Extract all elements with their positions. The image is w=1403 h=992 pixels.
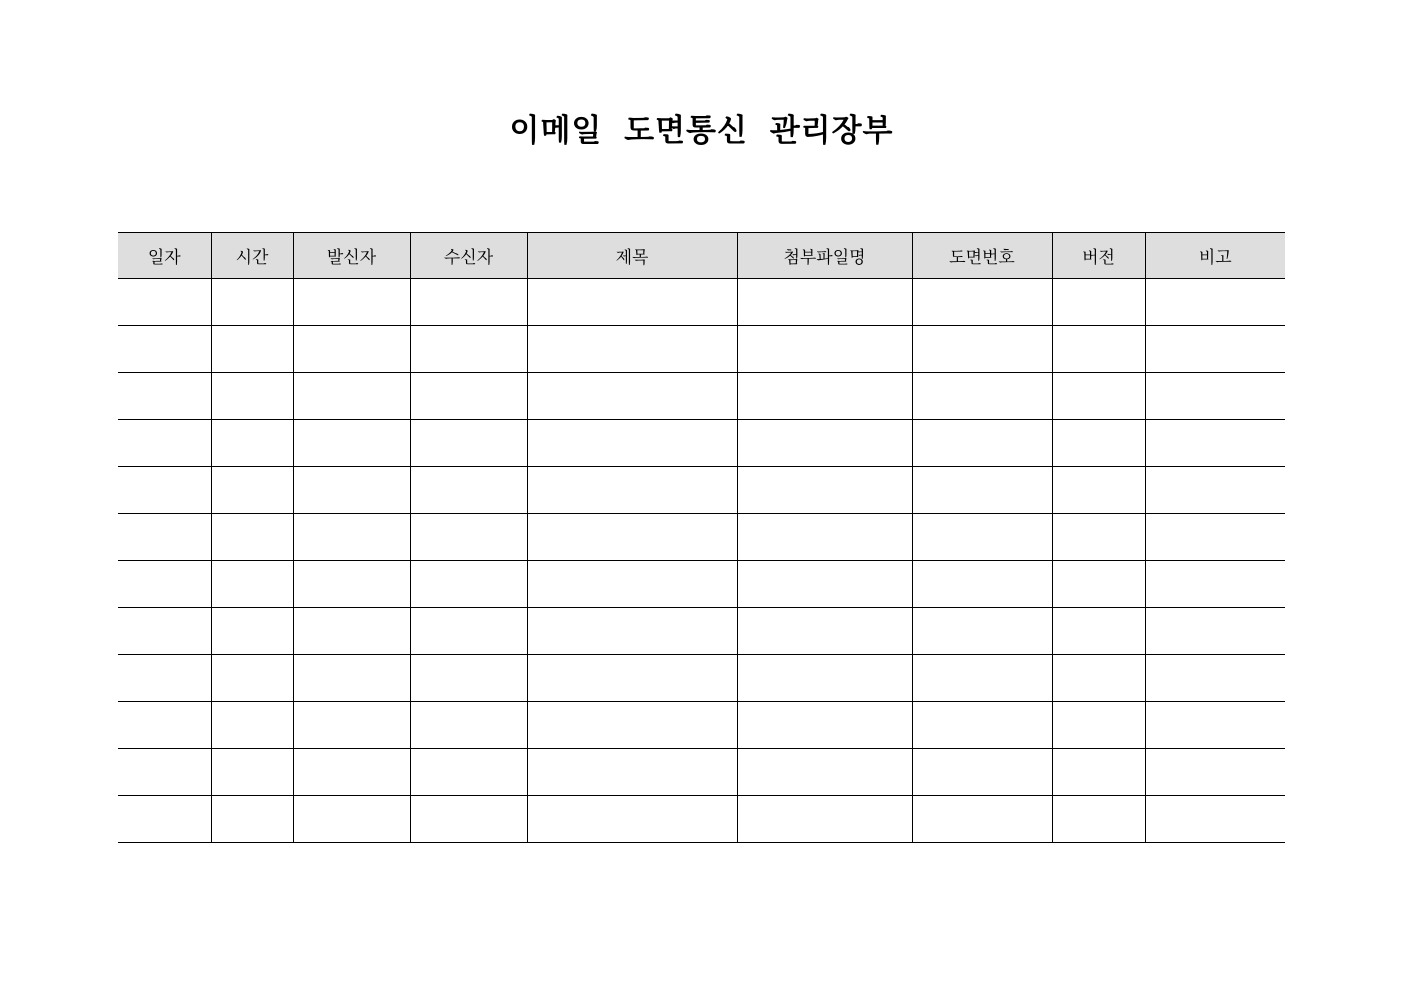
cell-sender[interactable] [293, 279, 410, 326]
cell-drawing-number[interactable] [912, 655, 1052, 702]
cell-attachment-name[interactable] [737, 749, 912, 796]
cell-recipient[interactable] [410, 702, 527, 749]
table-row [118, 514, 1285, 561]
cell-remarks[interactable] [1145, 373, 1285, 420]
cell-recipient[interactable] [410, 420, 527, 467]
table-row [118, 749, 1285, 796]
cell-recipient[interactable] [410, 467, 527, 514]
cell-version[interactable] [1052, 561, 1145, 608]
header-row [118, 233, 1285, 279]
cell-time[interactable] [211, 608, 293, 655]
cell-attachment-name[interactable] [737, 373, 912, 420]
cell-sender[interactable] [293, 796, 410, 843]
cell-remarks[interactable] [1145, 514, 1285, 561]
cell-recipient[interactable] [410, 749, 527, 796]
cell-drawing-number[interactable] [912, 749, 1052, 796]
cell-drawing-number[interactable] [912, 467, 1052, 514]
cell-recipient[interactable] [410, 514, 527, 561]
cell-remarks[interactable] [1145, 655, 1285, 702]
table-row [118, 467, 1285, 514]
table-row [118, 326, 1285, 373]
cell-time[interactable] [211, 655, 293, 702]
column-header-attachment-name: 첨부파일명 [737, 233, 912, 279]
column-header-sender: 발신자 [293, 233, 410, 279]
cell-version[interactable] [1052, 467, 1145, 514]
cell-remarks[interactable] [1145, 608, 1285, 655]
cell-drawing-number[interactable] [912, 796, 1052, 843]
cell-sender[interactable] [293, 561, 410, 608]
ledger-body [118, 279, 1285, 843]
cell-attachment-name[interactable] [737, 467, 912, 514]
cell-remarks[interactable] [1145, 561, 1285, 608]
cell-version[interactable] [1052, 655, 1145, 702]
column-header-version: 버전 [1052, 233, 1145, 279]
cell-version[interactable] [1052, 326, 1145, 373]
cell-remarks[interactable] [1145, 749, 1285, 796]
column-header-time: 시간 [211, 233, 293, 279]
cell-attachment-name[interactable] [737, 608, 912, 655]
table-row [118, 608, 1285, 655]
cell-drawing-number[interactable] [912, 279, 1052, 326]
cell-subject[interactable] [527, 326, 737, 373]
table-row [118, 420, 1285, 467]
cell-sender[interactable] [293, 608, 410, 655]
cell-drawing-number[interactable] [912, 326, 1052, 373]
cell-recipient[interactable] [410, 279, 527, 326]
cell-date[interactable] [118, 561, 211, 608]
cell-version[interactable] [1052, 796, 1145, 843]
table-row [118, 561, 1285, 608]
cell-attachment-name[interactable] [737, 561, 912, 608]
cell-remarks[interactable] [1145, 420, 1285, 467]
cell-drawing-number[interactable] [912, 514, 1052, 561]
cell-sender[interactable] [293, 702, 410, 749]
cell-sender[interactable] [293, 749, 410, 796]
cell-date[interactable] [118, 749, 211, 796]
table-row [118, 373, 1285, 420]
column-header-remarks: 비고 [1145, 233, 1285, 279]
cell-subject[interactable] [527, 561, 737, 608]
cell-subject[interactable] [527, 467, 737, 514]
cell-sender[interactable] [293, 514, 410, 561]
ledger-table [118, 232, 1285, 843]
cell-subject[interactable] [527, 279, 737, 326]
cell-time[interactable] [211, 749, 293, 796]
cell-subject[interactable] [527, 749, 737, 796]
cell-subject[interactable] [527, 420, 737, 467]
table-row [118, 796, 1285, 843]
cell-recipient[interactable] [410, 373, 527, 420]
cell-version[interactable] [1052, 279, 1145, 326]
cell-time[interactable] [211, 373, 293, 420]
cell-remarks[interactable] [1145, 326, 1285, 373]
cell-date[interactable] [118, 279, 211, 326]
cell-time[interactable] [211, 514, 293, 561]
cell-time[interactable] [211, 561, 293, 608]
cell-date[interactable] [118, 608, 211, 655]
cell-sender[interactable] [293, 373, 410, 420]
cell-subject[interactable] [527, 608, 737, 655]
cell-remarks[interactable] [1145, 467, 1285, 514]
page-title: 이메일 도면통신 관리장부 [509, 113, 894, 149]
cell-drawing-number[interactable] [912, 608, 1052, 655]
cell-drawing-number[interactable] [912, 702, 1052, 749]
cell-time[interactable] [211, 420, 293, 467]
cell-time[interactable] [211, 796, 293, 843]
cell-attachment-name[interactable] [737, 702, 912, 749]
column-header-subject: 제목 [527, 233, 737, 279]
cell-subject[interactable] [527, 655, 737, 702]
cell-drawing-number[interactable] [912, 561, 1052, 608]
cell-sender[interactable] [293, 326, 410, 373]
cell-sender[interactable] [293, 420, 410, 467]
cell-sender[interactable] [293, 467, 410, 514]
cell-date[interactable] [118, 796, 211, 843]
cell-time[interactable] [211, 702, 293, 749]
cell-attachment-name[interactable] [737, 655, 912, 702]
cell-subject[interactable] [527, 373, 737, 420]
cell-time[interactable] [211, 279, 293, 326]
cell-remarks[interactable] [1145, 279, 1285, 326]
cell-date[interactable] [118, 373, 211, 420]
cell-time[interactable] [211, 326, 293, 373]
cell-time[interactable] [211, 467, 293, 514]
cell-date[interactable] [118, 420, 211, 467]
cell-date[interactable] [118, 702, 211, 749]
cell-drawing-number[interactable] [912, 373, 1052, 420]
column-header-date: 일자 [118, 233, 211, 279]
cell-recipient[interactable] [410, 608, 527, 655]
cell-recipient[interactable] [410, 655, 527, 702]
cell-subject[interactable] [527, 514, 737, 561]
cell-version[interactable] [1052, 514, 1145, 561]
cell-date[interactable] [118, 467, 211, 514]
cell-drawing-number[interactable] [912, 420, 1052, 467]
column-header-drawing-number: 도면번호 [912, 233, 1052, 279]
cell-subject[interactable] [527, 796, 737, 843]
cell-version[interactable] [1052, 749, 1145, 796]
table-row [118, 279, 1285, 326]
cell-recipient[interactable] [410, 326, 527, 373]
cell-date[interactable] [118, 326, 211, 373]
cell-attachment-name[interactable] [737, 514, 912, 561]
cell-sender[interactable] [293, 655, 410, 702]
cell-date[interactable] [118, 514, 211, 561]
cell-version[interactable] [1052, 702, 1145, 749]
cell-remarks[interactable] [1145, 796, 1285, 843]
cell-remarks[interactable] [1145, 702, 1285, 749]
table-row [118, 702, 1285, 749]
cell-version[interactable] [1052, 420, 1145, 467]
cell-subject[interactable] [527, 702, 737, 749]
cell-recipient[interactable] [410, 561, 527, 608]
cell-version[interactable] [1052, 373, 1145, 420]
cell-attachment-name[interactable] [737, 279, 912, 326]
cell-version[interactable] [1052, 608, 1145, 655]
table-row [118, 655, 1285, 702]
cell-attachment-name[interactable] [737, 796, 912, 843]
cell-recipient[interactable] [410, 796, 527, 843]
cell-attachment-name[interactable] [737, 420, 912, 467]
column-header-recipient: 수신자 [410, 233, 527, 279]
cell-attachment-name[interactable] [737, 326, 912, 373]
cell-date[interactable] [118, 655, 211, 702]
